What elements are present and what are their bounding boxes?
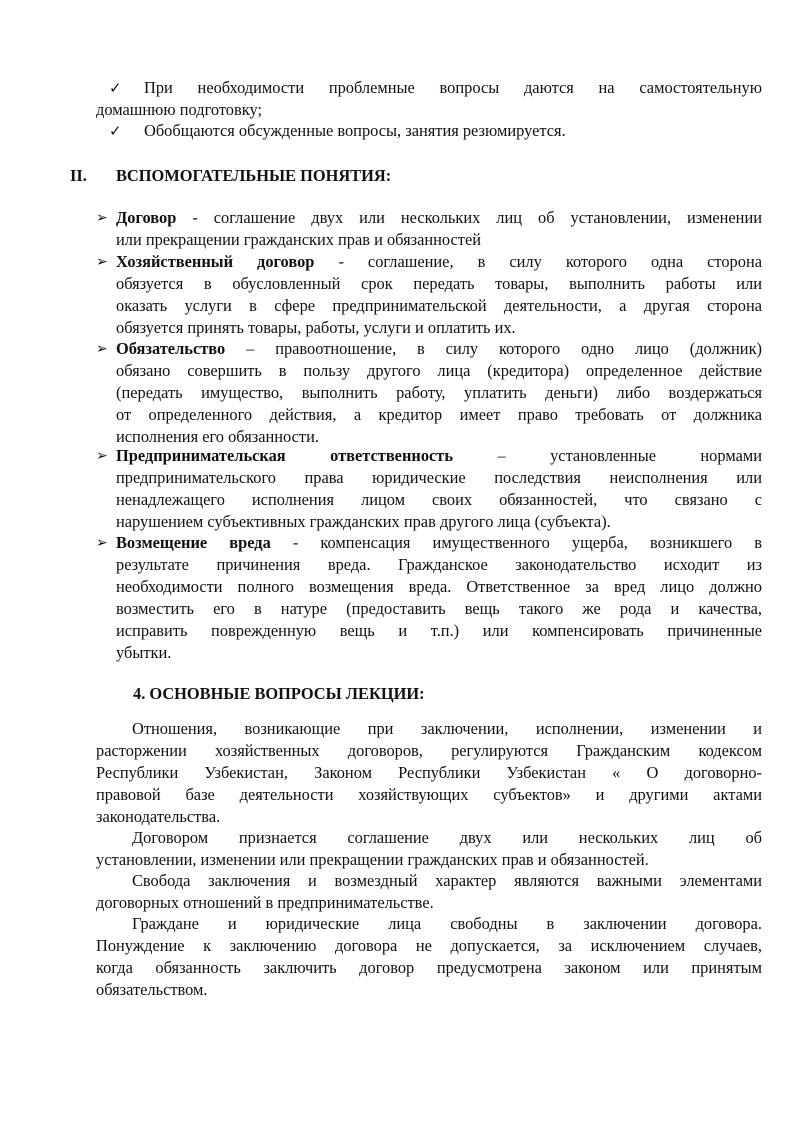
definition-line: (передать имущество, выполнить работу, уплатить деньги) либо воздержаться	[116, 383, 762, 402]
arrow-bullet-icon: ➢	[96, 535, 108, 551]
definition-term: Договор	[116, 208, 177, 227]
definition-item-obyazatelstvo	[96, 338, 762, 448]
body-paragraph	[96, 718, 762, 828]
definition-term: Обязательство	[116, 339, 226, 358]
section-number: II.	[70, 166, 87, 185]
paragraph-line: расторжении хозяйственных договоров, регулируются Гражданским кодексом	[96, 741, 762, 760]
definition-first-line	[116, 445, 762, 467]
section-title: ВСПОМОГАТЕЛЬНЫЕ ПОНЯТИЯ:	[116, 166, 392, 185]
definition-line: оказать услуги в сфере предпринимательской деятельности, а другая сторона	[116, 296, 762, 315]
definition-text: - компенсация имущественного ущерба, возникшего в	[270, 533, 762, 552]
definition-line: нарушением субъективных гражданских прав другого лица (субъекта).	[116, 512, 611, 531]
checkmark-icon: ✓	[109, 122, 122, 140]
definition-first-line	[116, 338, 762, 360]
checklist-line: При необходимости проблемные вопросы даются на самостоятельную	[144, 78, 762, 97]
definition-line: исполнения его обязанности.	[116, 427, 319, 446]
paragraph-line: Отношения, возникающие при заключении, исполнении, изменении и	[132, 719, 762, 738]
checkmark-icon: ✓	[109, 79, 122, 97]
paragraph-line: обязательством.	[96, 980, 208, 999]
paragraph-line: Граждане и юридические лица свободны в заключении договора.	[132, 914, 762, 933]
body-paragraph	[96, 827, 762, 871]
definition-text: - соглашение двух или нескольких лиц об установлении, изменении	[176, 208, 762, 227]
paragraph-line: правовой базе деятельности хозяйствующих субъектов» и другими актами	[96, 785, 762, 804]
definition-term: Предпринимательская ответственность	[116, 446, 454, 465]
definition-term: Возмещение вреда	[116, 533, 271, 552]
section-heading-4: 4. ОСНОВНЫЕ ВОПРОСЫ ЛЕКЦИИ:	[133, 684, 425, 703]
definition-item-dogovor	[96, 207, 762, 251]
definition-term: Хозяйственный договор	[116, 252, 315, 271]
definition-line: исправить поврежденную вещь и т.п.) или компенсировать причиненные	[116, 621, 762, 640]
checklist-line: домашнюю подготовку;	[96, 100, 263, 119]
definition-line: убытки.	[116, 643, 172, 662]
checklist-item	[96, 120, 762, 142]
definition-line: обязуется в обусловленный срок передать товары, выполнить работы или	[116, 274, 762, 293]
paragraph-line: Понуждение к заключению договора не допускается, за исключением случаев,	[96, 936, 762, 955]
paragraph-line: Договором признается соглашение двух или нескольких лиц об	[132, 828, 762, 847]
definition-line: возместить его в натуре (предоставить вещь такого же рода и качества,	[116, 599, 762, 618]
definition-line: обязано совершить в пользу другого лица (кредитора) определенное действие	[116, 361, 762, 380]
arrow-bullet-icon: ➢	[96, 448, 108, 464]
definition-line: результате причинения вреда. Гражданское законодательство исходит из	[116, 555, 762, 574]
paragraph-line: Республики Узбекистан, Законом Республики Узбекистан « О договорно-	[96, 763, 762, 782]
body-paragraph	[96, 913, 762, 1001]
definition-first-line	[116, 207, 762, 229]
paragraph-line: установлении, изменении или прекращении гражданских прав и обязанностей.	[96, 850, 649, 869]
paragraph-line: Свобода заключения и возмездный характер являются важными элементами	[132, 871, 762, 890]
definition-text: – правоотношение, в силу которого одно лицо (должник)	[225, 339, 762, 358]
checklist-line: Обобщаются обсужденные вопросы, занятия резюмируется.	[144, 121, 566, 140]
definition-first-line	[116, 251, 762, 273]
definition-line: от определенного действия, а кредитор имеет право требовать от должника	[116, 405, 762, 424]
definition-line: предпринимательского права юридические последствия неисполнения или	[116, 468, 762, 487]
paragraph-line: законодательства.	[96, 807, 221, 826]
definition-line: или прекращении гражданских прав и обязанностей	[116, 230, 482, 249]
arrow-bullet-icon: ➢	[96, 254, 108, 270]
paragraph-line: когда обязанность заключить договор предусмотрена законом или принятым	[96, 958, 762, 977]
definition-text: - соглашение, в силу которого одна сторона	[314, 252, 762, 271]
paragraph-line: договорных отношений в предпринимательстве.	[96, 893, 434, 912]
checklist-item	[96, 77, 762, 121]
definition-item-vozmeshchenie-vreda	[96, 532, 762, 664]
definition-line: обязуется принять товары, работы, услуги и оплатить их.	[116, 318, 516, 337]
definition-first-line	[116, 532, 762, 554]
definition-line: ненадлежащего исполнения лицом своих обязанностей, что связано с	[116, 490, 762, 509]
body-paragraph	[96, 870, 762, 914]
definition-line: необходимости полного возмещения вреда. Ответственное за вред лицо должно	[116, 577, 762, 596]
definition-item-predprinimatelskaya-otvetstvennost	[96, 445, 762, 533]
arrow-bullet-icon: ➢	[96, 341, 108, 357]
definition-item-khozyaystvenny-dogovor	[96, 251, 762, 339]
arrow-bullet-icon: ➢	[96, 210, 108, 226]
definition-text: – установленные нормами	[453, 446, 763, 465]
